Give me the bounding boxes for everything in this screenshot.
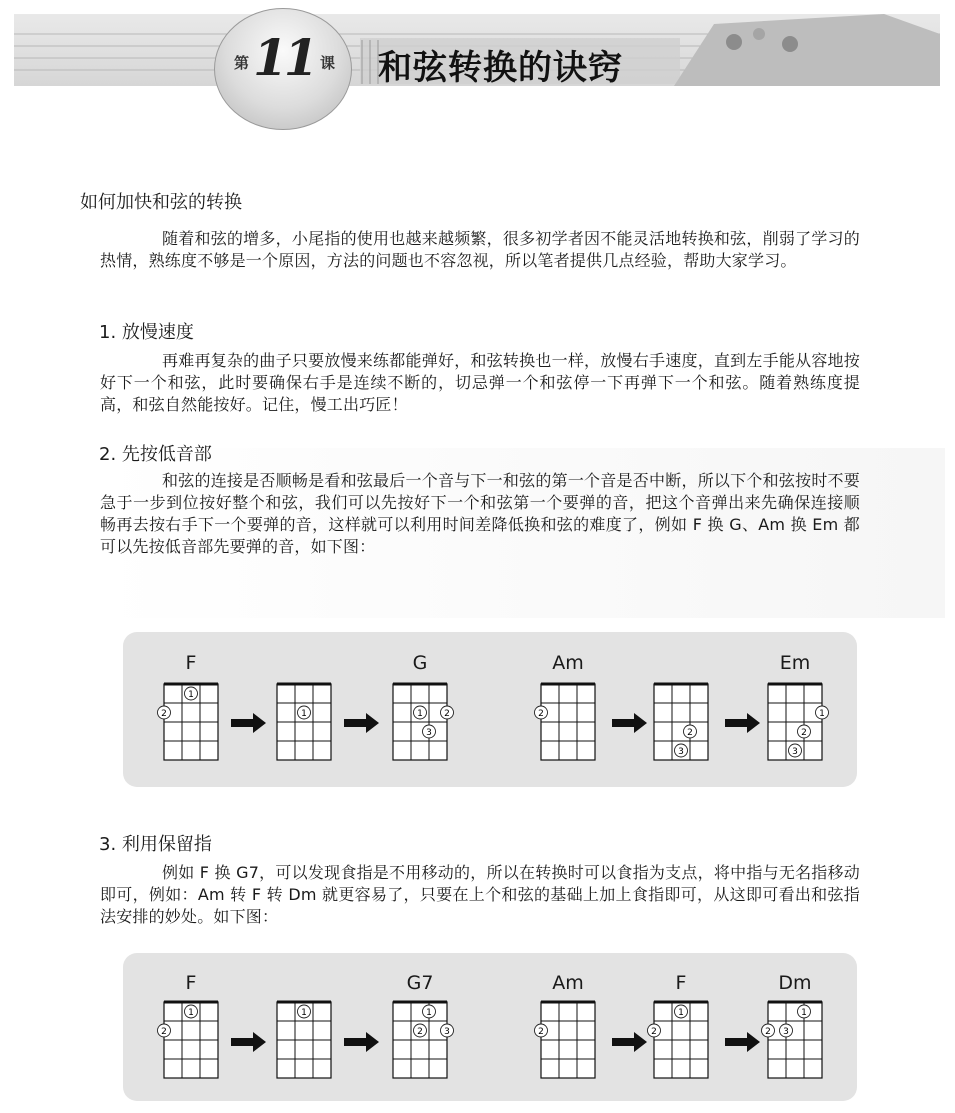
section-2-heading: 2. 先按低音部 bbox=[99, 444, 212, 465]
svg-text:1: 1 bbox=[188, 690, 194, 700]
arrow-right-icon bbox=[612, 712, 648, 734]
finger-marker bbox=[414, 1024, 427, 1037]
chord-name: Dm bbox=[778, 972, 812, 994]
svg-text:3: 3 bbox=[792, 747, 798, 757]
chord-fretboard bbox=[163, 1001, 219, 1079]
svg-text:2: 2 bbox=[801, 728, 807, 738]
svg-text:1: 1 bbox=[819, 709, 825, 719]
chord-fretboard bbox=[653, 683, 709, 761]
svg-text:3: 3 bbox=[444, 1027, 450, 1037]
finger-marker bbox=[185, 1005, 198, 1018]
chord-fretboard bbox=[540, 683, 596, 761]
svg-text:3: 3 bbox=[783, 1027, 789, 1037]
chord-name: Am bbox=[552, 652, 584, 674]
chord-name: F bbox=[185, 972, 197, 994]
page-title: 和弦转换的诀窍 bbox=[378, 48, 623, 88]
chord-fretboard bbox=[276, 1001, 332, 1079]
chord-fretboard bbox=[392, 683, 448, 761]
chord-diagram-panel-2 bbox=[123, 953, 857, 1101]
chord-name: G7 bbox=[406, 972, 434, 994]
section-3-heading: 3. 利用保留指 bbox=[99, 834, 212, 855]
finger-marker bbox=[684, 725, 697, 738]
chord-fretboard bbox=[767, 1001, 823, 1079]
svg-text:3: 3 bbox=[426, 728, 432, 738]
finger-marker bbox=[675, 744, 688, 757]
finger-marker bbox=[789, 744, 802, 757]
section-2-paragraph: 和弦的连接是否顺畅是看和弦最后一个音与下一和弦的第一个音是否中断，所以下个和弦按时不要急于一步到位按好整个和弦，我们可以先按好下一个和弦第一个要弹的音，把这个音弹出来先确保连接顺畅再去按右手下一个要弹的音，这样就可以利用时间差降低换和弦的难度了，例如 F 换 G、Am 换 Em 都可以先按低音部先要弹的音，如下图： bbox=[100, 471, 860, 556]
arrow-right-icon bbox=[231, 1031, 267, 1053]
chord-fretboard bbox=[276, 683, 332, 761]
finger-marker bbox=[780, 1024, 793, 1037]
svg-text:1: 1 bbox=[678, 1008, 684, 1018]
chord-name: G bbox=[412, 652, 428, 674]
svg-text:1: 1 bbox=[801, 1008, 807, 1018]
finger-marker bbox=[298, 706, 311, 719]
svg-text:3: 3 bbox=[678, 747, 684, 757]
finger-marker bbox=[423, 725, 436, 738]
chord-fretboard bbox=[163, 683, 219, 761]
svg-text:1: 1 bbox=[426, 1008, 432, 1018]
chord-fretboard bbox=[392, 1001, 448, 1079]
finger-marker bbox=[158, 1024, 171, 1037]
chord-name: F bbox=[185, 652, 197, 674]
chord-fretboard bbox=[540, 1001, 596, 1079]
chord-fretboard bbox=[653, 1001, 709, 1079]
finger-marker bbox=[441, 1024, 454, 1037]
svg-text:2: 2 bbox=[417, 1027, 423, 1037]
finger-marker bbox=[535, 1024, 548, 1037]
section-1-paragraph: 再难再复杂的曲子只要放慢来练都能弹好，和弦转换也一样，放慢右手速度，直到左手能从容地按好下一个和弦，此时要确保右手是连续不断的，切忌弹一个和弦停一下再弹下一个和弦。随着熟练度提高，和弦自然能按好。记住，慢工出巧匠！ bbox=[100, 351, 860, 414]
svg-text:1: 1 bbox=[417, 709, 423, 719]
finger-marker bbox=[158, 706, 171, 719]
chord-name: F bbox=[675, 972, 687, 994]
section-1-heading: 1. 放慢速度 bbox=[99, 322, 194, 343]
svg-text:2: 2 bbox=[765, 1027, 771, 1037]
svg-text:1: 1 bbox=[301, 709, 307, 719]
svg-text:2: 2 bbox=[651, 1027, 657, 1037]
arrow-right-icon bbox=[344, 1031, 380, 1053]
svg-text:2: 2 bbox=[538, 709, 544, 719]
arrow-right-icon bbox=[344, 712, 380, 734]
svg-text:2: 2 bbox=[444, 709, 450, 719]
finger-marker bbox=[675, 1005, 688, 1018]
finger-marker bbox=[798, 1005, 811, 1018]
finger-marker bbox=[535, 706, 548, 719]
arrow-right-icon bbox=[725, 712, 761, 734]
finger-marker bbox=[423, 1005, 436, 1018]
finger-marker bbox=[816, 706, 829, 719]
finger-marker bbox=[762, 1024, 775, 1037]
chord-name: Am bbox=[552, 972, 584, 994]
finger-marker bbox=[441, 706, 454, 719]
finger-marker bbox=[414, 706, 427, 719]
svg-text:2: 2 bbox=[161, 709, 167, 719]
chord-name: Em bbox=[779, 652, 811, 674]
arrow-right-icon bbox=[725, 1031, 761, 1053]
svg-text:1: 1 bbox=[188, 1008, 194, 1018]
svg-text:2: 2 bbox=[161, 1027, 167, 1037]
chord-diagram-panel-1 bbox=[123, 632, 857, 787]
finger-marker bbox=[185, 687, 198, 700]
finger-marker bbox=[798, 725, 811, 738]
intro-paragraph: 随着和弦的增多，小尾指的使用也越来越频繁，很多初学者因不能灵活地转换和弦，削弱了学习的热情，熟练度不够是一个原因，方法的问题也不容忽视，所以笔者提供几点经验，帮助大家学习。 bbox=[100, 229, 860, 270]
chord-fretboard bbox=[767, 683, 823, 761]
arrow-right-icon bbox=[231, 712, 267, 734]
section-3-paragraph: 例如 F 换 G7，可以发现食指是不用移动的，所以在转换时可以食指为支点，将中指与无名指移动即可，例如：Am 转 F 转 Dm 就更容易了，只要在上个和弦的基础上加上食指即可，从这即可看出和弦指法安排的妙处。如下图： bbox=[100, 863, 860, 926]
arrow-right-icon bbox=[612, 1031, 648, 1053]
svg-text:1: 1 bbox=[301, 1008, 307, 1018]
finger-marker bbox=[648, 1024, 661, 1037]
svg-text:2: 2 bbox=[538, 1027, 544, 1037]
lesson-number: 11 bbox=[253, 28, 315, 87]
svg-text:2: 2 bbox=[687, 728, 693, 738]
lesson-suffix: 课 bbox=[320, 54, 336, 72]
lesson-prefix: 第 bbox=[234, 54, 250, 72]
finger-marker bbox=[298, 1005, 311, 1018]
intro-heading: 如何加快和弦的转换 bbox=[80, 192, 242, 213]
